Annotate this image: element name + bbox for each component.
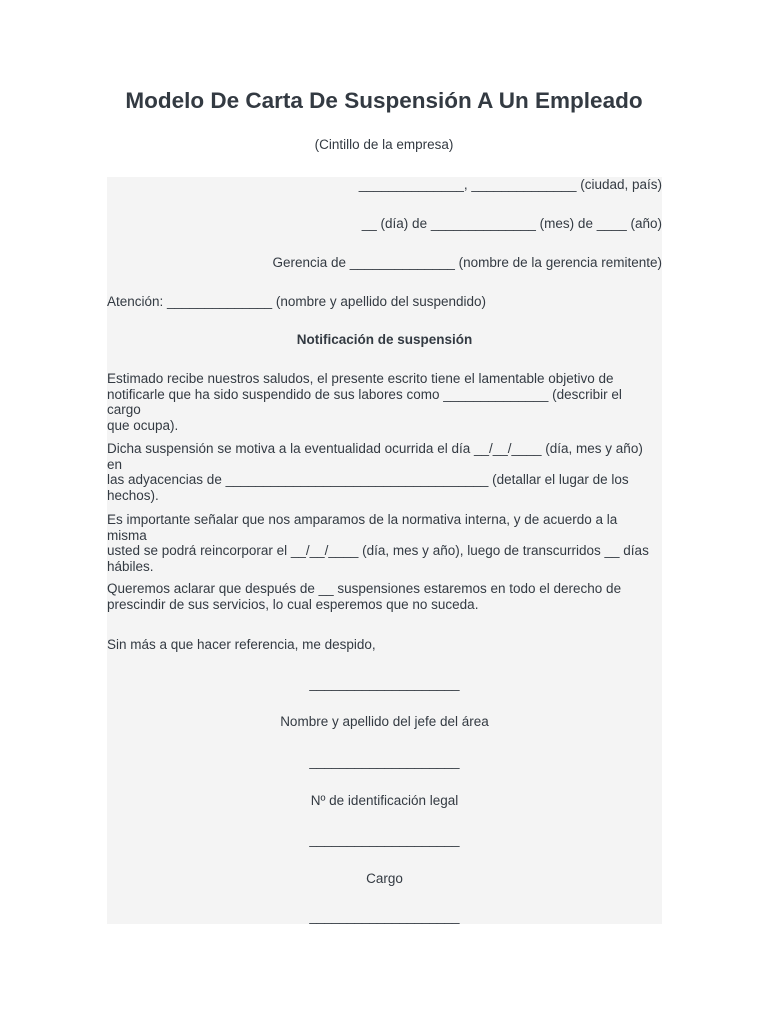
city-country-line: ______________, ______________ (ciudad, país) [358, 177, 662, 192]
paragraph-line: Dicha suspensión se motiva a la eventualidad ocurrida el día __/__/____ (día, mes y año) en [107, 441, 643, 472]
paragraph-line: Es importante señalar que nos amparamos de la normativa interna, y de acuerdo a la misma [107, 512, 618, 543]
paragraph-line: notificarle que ha sido suspendido de sus labores como ______________ (describir el cargo [107, 386, 622, 417]
paragraph-line: hechos). [107, 487, 159, 503]
closing-line: Sin más a que hacer referencia, me despido, [107, 637, 376, 652]
paragraph-line: hábiles. [107, 558, 154, 574]
paragraph-line: que ocupa). [107, 417, 179, 433]
signature-label-name: Nombre y apellido del jefe del área [280, 714, 489, 729]
paragraph-greeting [107, 371, 657, 433]
paragraph-line: prescindir de sus servicios, lo cual esperemos que no suceda. [107, 596, 479, 612]
company-letterhead-placeholder: (Cintillo de la empresa) [314, 137, 454, 152]
signature-blank: ____________________ [309, 676, 460, 691]
paragraph-line: Estimado recibe nuestros saludos, el presente escrito tiene el lamentable objetivo de [107, 371, 614, 386]
letter-body [107, 177, 662, 924]
paragraph-line: Queremos aclarar que después de __ suspensiones estaremos en todo el derecho de [107, 581, 622, 596]
date-line: __ (día) de ______________ (mes) de ____ (año) [361, 216, 662, 231]
attention-line: Atención: ______________ (nombre y apellido del suspendido) [107, 294, 487, 309]
signature-blank: ____________________ [309, 909, 460, 924]
management-line: Gerencia de ______________ (nombre de la gerencia remitente) [272, 255, 662, 270]
signature-blank: ____________________ [309, 832, 460, 847]
signature-label-position: Cargo [366, 871, 403, 886]
document-title: Modelo De Carta De Suspensión A Un Empleado [125, 88, 643, 113]
paragraph-line: usted se podrá reincorporar el __/__/____ (día, mes y año), luego de transcurridos __ días [107, 543, 649, 558]
paragraph-line: las adyacencias de ___________________________________ (detallar el lugar de los [107, 472, 629, 487]
paragraph-warning [107, 581, 657, 612]
signature-label-id: Nº de identificación legal [310, 793, 459, 808]
paragraph-reason [107, 441, 657, 503]
paragraph-reinstatement [107, 512, 657, 574]
signature-blank: ____________________ [309, 754, 460, 769]
notification-heading: Notificación de suspensión [296, 332, 473, 347]
